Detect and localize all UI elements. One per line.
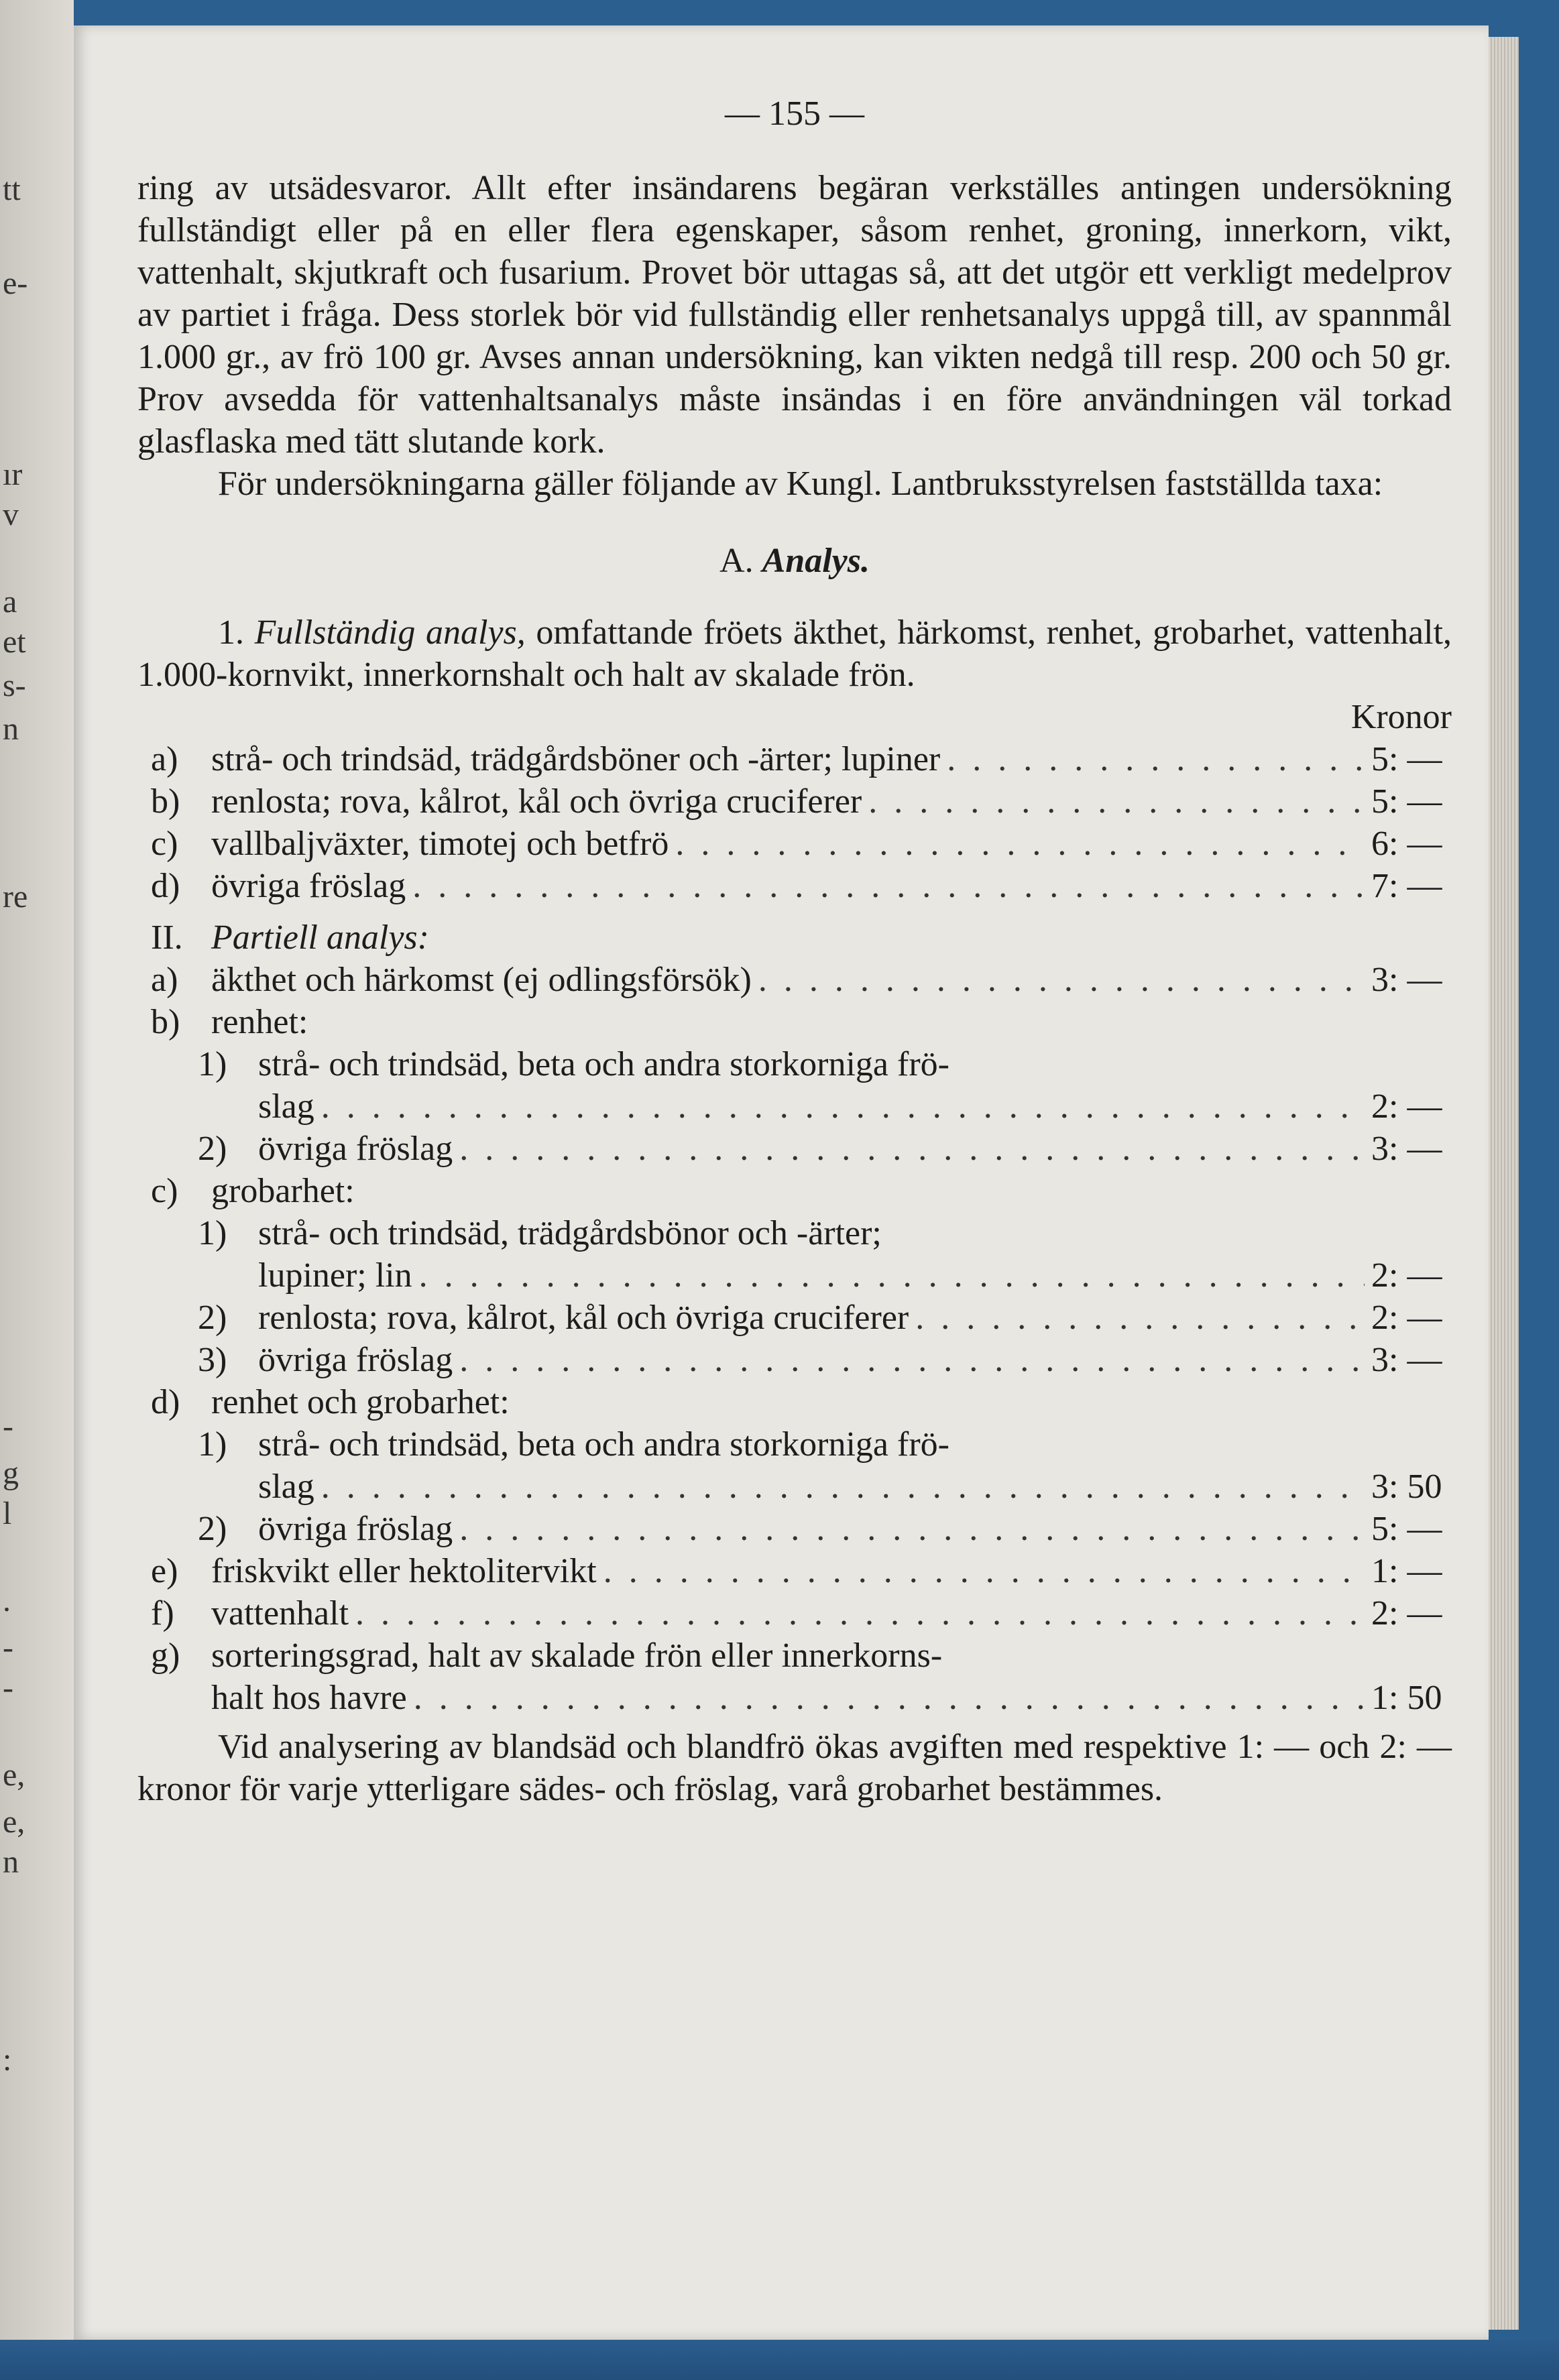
leader-dots — [459, 1128, 1365, 1170]
row-label: övriga fröslag — [258, 1130, 453, 1168]
row-price: 3: — — [1371, 1130, 1442, 1168]
left-page-fragment: : — [3, 2042, 12, 2078]
left-page-fragment: v — [3, 497, 19, 532]
item-1-number: 1. — [218, 613, 244, 652]
row-mark: f) — [151, 1594, 174, 1632]
row-price: 3: 50 — [1371, 1468, 1442, 1506]
row-price: 2: — — [1371, 1299, 1442, 1337]
price-row — [137, 1085, 1452, 1128]
row-mark: 1) — [198, 1045, 227, 1083]
left-page-edge — [0, 0, 74, 2380]
price-row — [137, 1297, 1452, 1339]
leader-dots — [459, 1508, 1365, 1550]
section-heading — [137, 540, 1452, 582]
left-page-fragment: n — [3, 711, 19, 747]
row-price: 5: — — [1371, 1510, 1442, 1548]
leader-dots — [947, 738, 1365, 780]
left-page-fragment: - — [3, 1670, 13, 1706]
row-mark: 1) — [198, 1425, 227, 1464]
left-page-fragment: g — [3, 1455, 19, 1491]
book-page — [74, 25, 1489, 2340]
row-price: 3: — — [1371, 961, 1442, 999]
leader-dots — [603, 1550, 1365, 1592]
row-mark: g) — [151, 1637, 180, 1675]
section-title: Analys. — [762, 542, 870, 580]
left-page-fragment: s- — [3, 668, 26, 703]
row-line — [137, 1423, 1452, 1466]
row-price: 3: — — [1371, 1341, 1442, 1379]
price-row — [137, 1128, 1452, 1170]
price-row — [137, 1677, 1452, 1719]
price-row — [137, 738, 1452, 780]
row-mark: c) — [151, 1172, 178, 1210]
item-2-heading — [137, 916, 1452, 959]
row-label: vattenhalt — [211, 1594, 349, 1632]
row-label: renhet: — [211, 1003, 308, 1041]
subsection-heading — [137, 1001, 1452, 1043]
row-label: slag — [258, 1087, 314, 1126]
left-page-fragment: e, — [3, 1757, 25, 1793]
row-line — [137, 1634, 1452, 1677]
item-1-paragraph — [137, 611, 1452, 696]
row-label: renlosta; rova, kålrot, kål och övriga cruciferer — [258, 1299, 909, 1337]
left-page-fragment: a — [3, 584, 17, 619]
price-row — [137, 1550, 1452, 1592]
row-mark: b) — [151, 782, 180, 821]
row-label: vallbaljväxter, timotej och betfrö — [211, 825, 669, 863]
item-1-title: Fullständig analys, — [254, 613, 526, 652]
row-mark: c) — [151, 825, 178, 863]
left-page-fragment: re — [3, 879, 28, 914]
row-mark: d) — [151, 1383, 180, 1421]
price-row — [137, 1339, 1452, 1381]
closing-paragraph: Vid analysering av blandsäd och blandfrö ökas avgiften med respektive 1: — och 2: — kronor för varje ytterligare sädes- och fröslag, varå grobarhet bestämmes. — [137, 1728, 1452, 1808]
row-price: 2: — — [1371, 1256, 1442, 1295]
row-mark: 3) — [198, 1341, 227, 1379]
taxa-intro: För undersökningarna gäller följande av Kungl. Lantbruksstyrelsen fastställda taxa: — [218, 465, 1383, 503]
left-page-fragment: e- — [3, 265, 28, 301]
price-row — [137, 1592, 1452, 1634]
row-mark: b) — [151, 1003, 180, 1041]
row-mark: 2) — [198, 1510, 227, 1548]
row-label: slag — [258, 1468, 314, 1506]
row-label: sorteringsgrad, halt av skalade frön eller innerkorns- — [211, 1637, 943, 1675]
row-label: lupiner; lin — [258, 1256, 412, 1295]
price-row — [137, 959, 1452, 1001]
row-label: strå- och trindsäd, beta och andra storkorniga frö- — [258, 1425, 949, 1464]
row-label: strå- och trindsäd, trädgårdsböner och -ärter; lupiner — [211, 740, 941, 778]
row-label: övriga fröslag — [211, 867, 406, 905]
row-mark: a) — [151, 740, 178, 778]
left-page-fragment: - — [3, 1409, 13, 1444]
row-price: 5: — — [1371, 782, 1442, 821]
leader-dots — [419, 1254, 1365, 1297]
leader-dots — [321, 1085, 1365, 1128]
page-text — [137, 93, 1452, 1810]
row-line — [137, 1043, 1452, 1085]
row-mark: 2) — [198, 1299, 227, 1337]
row-mark: 2) — [198, 1130, 227, 1168]
left-page-fragment: l — [3, 1496, 12, 1531]
left-page-fragment: . — [3, 1583, 11, 1618]
row-line — [137, 1212, 1452, 1254]
row-label: övriga fröslag — [258, 1510, 453, 1548]
leader-dots — [459, 1339, 1365, 1381]
row-price: 6: — — [1371, 825, 1442, 863]
leader-dots — [868, 780, 1365, 823]
left-page-fragment: n — [3, 1844, 19, 1880]
row-label: grobarhet: — [211, 1172, 355, 1210]
row-mark: e) — [151, 1552, 178, 1590]
price-row — [137, 823, 1452, 865]
page-edges — [1489, 37, 1519, 2330]
price-row — [137, 1508, 1452, 1550]
left-page-fragment: e, — [3, 1804, 25, 1840]
row-label: renlosta; rova, kålrot, kål och övriga cruciferer — [211, 782, 862, 821]
leader-dots — [412, 865, 1365, 907]
price-row — [137, 865, 1452, 907]
leader-dots — [414, 1677, 1365, 1719]
leader-dots — [758, 959, 1365, 1001]
item-1-text: omfattande fröets äkthet, härkomst, renhet, grobarhet, vattenhalt, 1.000-kornvikt, innerkornshalt och halt av skalade frön. — [137, 613, 1452, 694]
left-page-fragment: tt — [3, 172, 21, 207]
row-label: övriga fröslag — [258, 1341, 453, 1379]
leader-dots — [675, 823, 1365, 865]
item-2-number: II. — [151, 918, 183, 957]
price-row — [137, 1466, 1452, 1508]
intro-paragraph: ring av utsädesvaror. Allt efter insändarens begäran verkställes antingen undersökning fullständigt eller på en eller flera egenskaper, såsom renhet, groning, innerkorn, vikt, vattenhalt, skjutkraft och fusarium. Provet bör uttagas så, att det utgör ett verkligt medelprov av partiet i fråga. Dess storlek bör vid fullständig eller renhetsanalys uppgå till, av spannmål 1.000 gr., av frö 100 gr. Avses annan undersökning, kan vikten nedgå till resp. 200 och 50 gr. Prov avsedda för vattenhaltsanalys måste insändas i en före användningen väl torkad glasflaska med tätt slutande kork. — [137, 169, 1452, 461]
row-label: strå- och trindsäd, trädgårdsbönor och -ärter; — [258, 1214, 882, 1252]
price-row — [137, 780, 1452, 823]
row-label: äkthet och härkomst (ej odlingsförsök) — [211, 961, 752, 999]
row-price: 1: 50 — [1371, 1679, 1442, 1717]
row-price: 2: — — [1371, 1594, 1442, 1632]
page-number: — 155 — — [725, 95, 864, 133]
subsection-heading — [137, 1381, 1452, 1423]
left-page-fragment: ır — [3, 457, 23, 492]
row-mark: 1) — [198, 1214, 227, 1252]
row-label: renhet och grobarhet: — [211, 1383, 510, 1421]
leader-dots — [915, 1297, 1365, 1339]
row-price: 1: — — [1371, 1552, 1442, 1590]
row-label: friskvikt eller hektolitervikt — [211, 1552, 597, 1590]
row-mark: d) — [151, 867, 180, 905]
left-page-fragment: et — [3, 624, 26, 660]
price-row — [137, 1254, 1452, 1297]
left-page-fragment: - — [3, 1630, 13, 1665]
leader-dots — [355, 1592, 1365, 1634]
item-2-title: Partiell analys: — [211, 918, 429, 957]
row-price: 7: — — [1371, 867, 1442, 905]
kronor-header: Kronor — [1350, 698, 1452, 736]
row-label: strå- och trindsäd, beta och andra storkorniga frö- — [258, 1045, 949, 1083]
subsection-heading — [137, 1170, 1452, 1212]
row-label: halt hos havre — [211, 1679, 407, 1717]
row-price: 5: — — [1371, 740, 1442, 778]
book-cover — [0, 2340, 1559, 2380]
row-price: 2: — — [1371, 1087, 1442, 1126]
section-prefix: A. — [719, 542, 754, 580]
row-mark: a) — [151, 961, 178, 999]
leader-dots — [321, 1466, 1365, 1508]
